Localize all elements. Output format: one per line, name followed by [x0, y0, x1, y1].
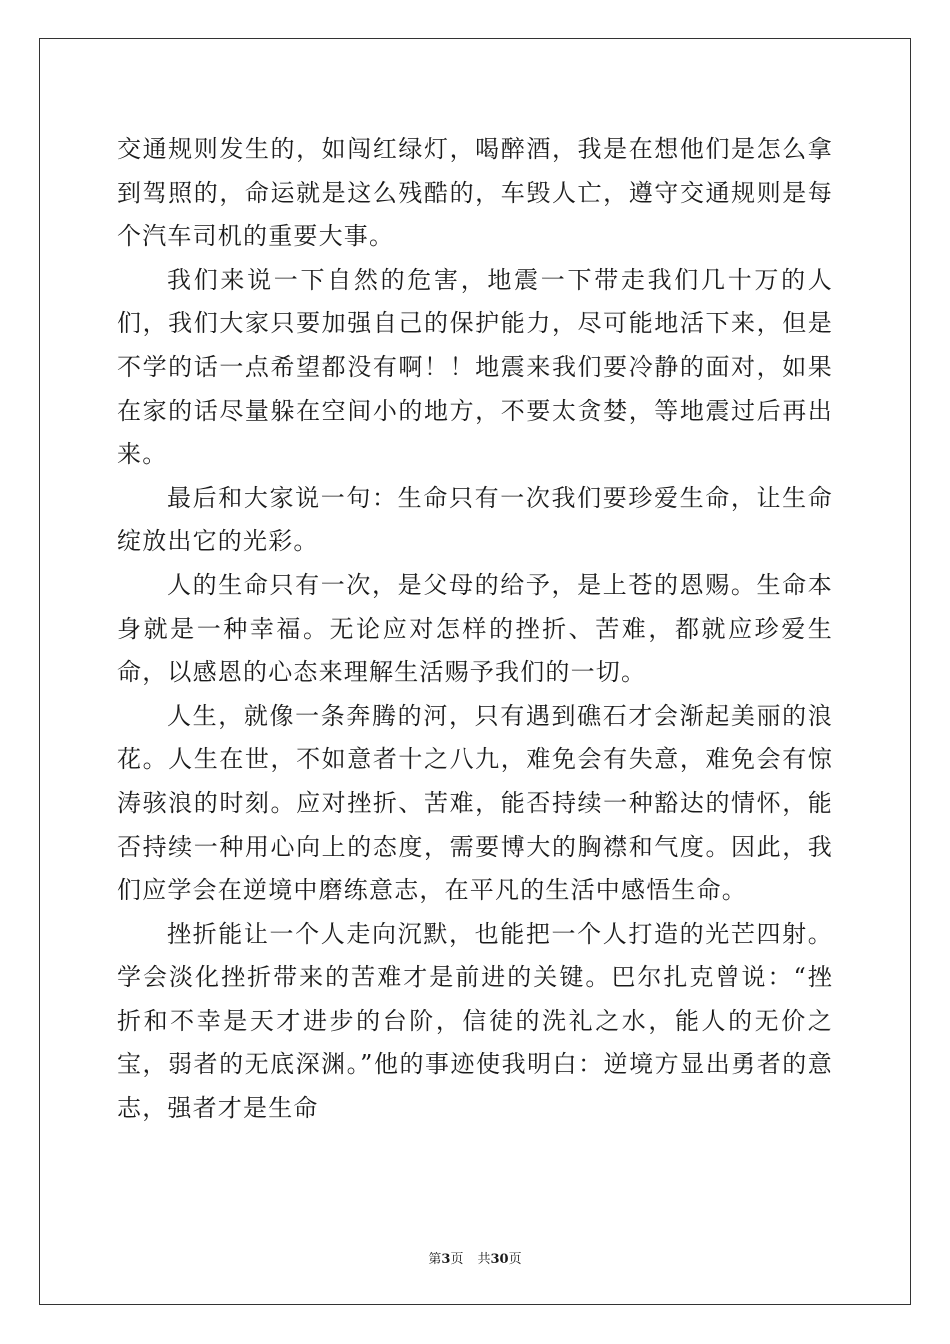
paragraph: 我们来说一下自然的危害，地震一下带走我们几十万的人们，我们大家只要加强自己的保护能力，尽可能地活下来，但是不学的话一点希望都没有啊！！地震来我们要冷静的面对，如果在家的话尽量躲在空间小的地方，不要太贪婪，等地震过后再出来。: [117, 265, 833, 469]
total-prefix: 共: [477, 1252, 491, 1267]
page-number: 3: [441, 1252, 451, 1267]
document-body: [117, 128, 833, 1131]
paragraph: 交通规则发生的，如闯红绿灯，喝醉酒，我是在想他们是怎么拿到驾照的，命运就是这么残酷的，车毁人亡，遵守交通规则是每个汽车司机的重要大事。: [117, 135, 833, 251]
paragraph: 挫折能让一个人走向沉默，也能把一个人打造的光芒四射。学会淡化挫折带来的苦难才是前进的关键。巴尔扎克曾说：“挫折和不幸是天才进步的台阶，信徒的洗礼之水，能人的无价之宝，弱者的无底深渊。”他的事迹使我明白：逆境方显出勇者的意志，强者才是生命: [117, 919, 833, 1123]
paragraph: 人的生命只有一次，是父母的给予，是上苍的恩赐。生命本身就是一种幸福。无论应对怎样的挫折、苦难，都就应珍爱生命，以感恩的心态来理解生活赐予我们的一切。: [117, 570, 833, 687]
paragraph: 最后和大家说一句：生命只有一次我们要珍爱生命，让生命绽放出它的光彩。: [117, 483, 833, 556]
page-footer: [0, 1248, 950, 1267]
paragraph: 人生，就像一条奔腾的河，只有遇到礁石才会渐起美丽的浪花。人生在世，不如意者十之八九，难免会有失意，难免会有惊涛骇浪的时刻。应对挫折、苦难，能否持续一种豁达的情怀，能否持续一种用心向上的态度，需要博大的胸襟和气度。因此，我们应学会在逆境中磨练意志，在平凡的生活中感悟生命。: [117, 701, 833, 905]
total-pages: 30: [490, 1252, 509, 1267]
page-prefix: 第: [428, 1252, 442, 1267]
total-suffix: 页: [508, 1252, 522, 1267]
page-suffix: 页: [450, 1252, 464, 1267]
